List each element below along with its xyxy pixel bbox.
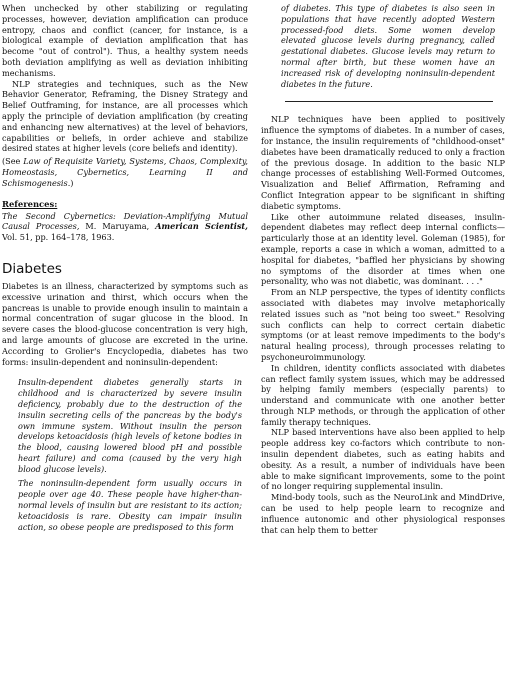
identity-conflicts-paragraph: From an NLP perspective, the types of identity conflicts associated with diabetes may involve metaphorically related issues such as "not being too sweet." Resolving such conflicts can help to correct certain diabetic symptoms (or at least remove impediments to the body's natural healing process), through processes relating to psychoneuroimmunology. (261, 287, 505, 362)
see-also-links: Law of Requisite Variety, Systems, Chaos, Complexity, Homeostasis, Cybernetics, Learning II and Schismogenesis (2, 156, 248, 188)
right-column (261, 3, 505, 535)
autoimmune-paragraph: Like other autoimmune related diseases, insulin-dependent diabetes may reflect deep internal conflicts—particularly those at an identity level. Goleman (1985), for example, reports a case in which a woman, admitted to a hospital for diabetes, "baffled her physicians by showing no symptoms of the disorder at times when one personality, who was not diabetic, was dominant. . . ." (261, 211, 505, 287)
references-block (2, 211, 248, 243)
see-also-prefix: (See (2, 156, 24, 167)
reference-journal: American Scientist, (155, 221, 248, 232)
quote-insulin-dependent: Insulin-dependent diabetes generally starts in childhood and is characterized by severe insulin deficiency, probably due to the destruction of the insulin secreting cells of the pancreas by the body's own immune system. Without insulin the person develops ketoacidosis (high levels of ketone bodies in the blood, causing lowered blood pH and possible heart failure) and coma (caused by the very high blood glucose levels). (18, 377, 242, 474)
see-also-suffix: .) (67, 177, 74, 188)
see-also-paragraph (2, 156, 248, 188)
reference-entry (2, 211, 248, 243)
reference-details: Vol. 51, pp. 164–178, 1963. (2, 232, 115, 243)
quote-continuation: of diabetes. This type of diabetes is also seen in populations that have recently adopted Western processed-food diets. Some women develop elevated glucose levels during pregnancy, called gestational diabetes. Glucose levels may return to normal after birth, but these women have an increased risk of developing noninsulin-dependent diabetes in the future. (281, 3, 495, 89)
nlp-interventions-paragraph: NLP based interventions have also been applied to help people address key co-factors which contribute to non-insulin dependent diabetes, such as eating habits and obesity. As a result, a number of individuals have been able to make significant improvements, some to the point of no longer requiring supplemental insulin. (261, 427, 505, 492)
encyclopedia-quote (18, 377, 242, 532)
nlp-strategies-paragraph: NLP strategies and techniques, such as the New Behavior Generator, Reframing, the Disney Strategy and Belief Outframing, for instance, are all processes which apply the principle of deviation amplification (by creating and enhancing new alternatives) at the level of behaviors, capabilities or beliefs, in order achieve and stabilize desired states at higher levels (core beliefs and identity). (2, 78, 248, 154)
intro-paragraph: When unchecked by other stabilizing or regulating processes, however, deviation amplification can produce entropy, chaos and conflict (cancer, for instance, is a biological example of deviation amplification that has become "out of control"). Thus, a healthy system needs both deviation amplifying as well as deviation inhibiting mechanisms. (2, 3, 248, 78)
diabetes-heading: Diabetes (2, 260, 62, 277)
reference-author: M. Maruyama, (79, 221, 156, 232)
nlp-techniques-paragraph: NLP techniques have been applied to positively influence the symptoms of diabetes. In a number of cases, for instance, the insulin requirements of "childhood-onset" diabetes have been dramatically reduced to only a fraction of the previous dosage. In addition to the basic NLP change processes of establishing Well-Formed Outcomes, Visualization and Belief Affirmation, Reframing and Conflict Integration appear to be significant in shifting diabetic symptoms. (261, 114, 505, 211)
children-paragraph: In children, identity conflicts associated with diabetes can reflect family system issues, which may be addressed by helping family members (especially parents) to understand and communicate with one another better through NLP methods, or through the application of other family therapy techniques. (261, 362, 505, 427)
encyclopedia-quote-continued (281, 3, 495, 89)
reference-title: The Second Cybernetics: Deviation-Amplifying Mutual Causal Processes, (2, 210, 248, 232)
left-column (2, 3, 248, 532)
diabetes-paragraph: Diabetes is an illness, characterized by symptoms such as excessive urination and thirst, which occurs when the pancreas is unable to provide enough insulin to maintain a normal concentration of sugar glucose in the blood. In severe cases the blood-glucose concentration is very high, and large amounts of glucose are excreted in the urine. According to Grolier's Encyclopedia, diabetes has two forms: insulin-dependent and noninsulin-dependent: (2, 280, 248, 367)
quote-noninsulin-dependent: The noninsulin-dependent form usually occurs in people over age 40. These people have higher-than-normal levels of insulin but are resistant to its action; ketoacidosis is rare. Obesity can impair insulin action, so obese people are predisposed to this form (18, 478, 242, 532)
mind-body-tools-paragraph: Mind-body tools, such as the NeuroLink and MindDrive, can be used to help people learn to recognize and influence autonomic and other physiological responses that can help them to better (261, 492, 505, 535)
references-heading: References: (2, 198, 58, 209)
section-divider (285, 101, 493, 102)
